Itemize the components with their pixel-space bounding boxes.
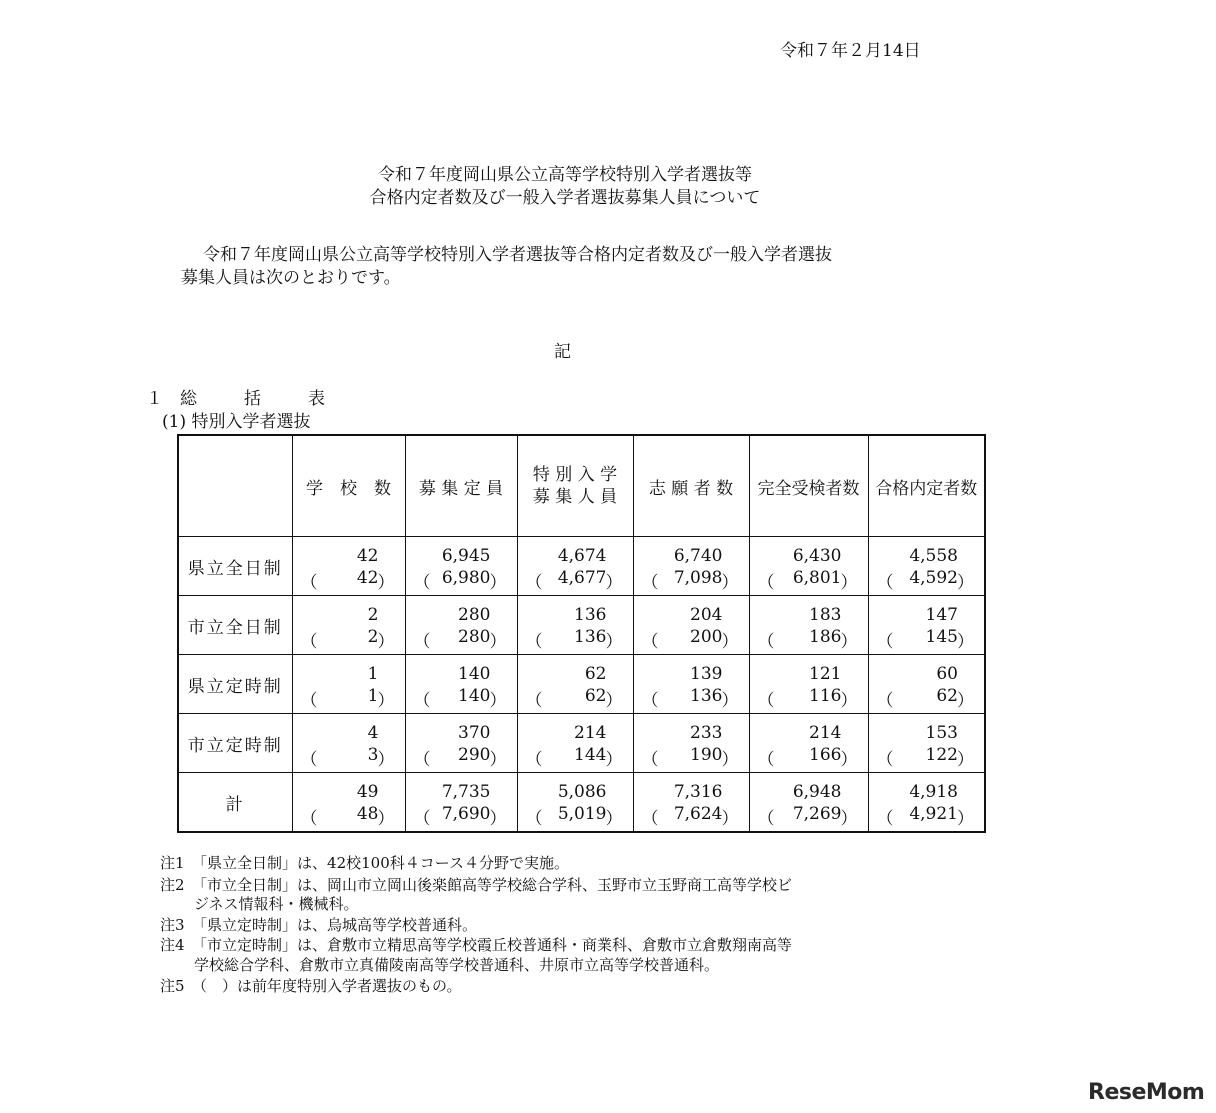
paren-close: ） bbox=[957, 691, 974, 711]
previous-value: 186 bbox=[809, 627, 842, 647]
paren-open: （ bbox=[300, 750, 318, 770]
section-char-2: 括 bbox=[244, 389, 261, 409]
previous-value: 122 bbox=[925, 745, 958, 765]
previous-value: 62 bbox=[936, 686, 958, 706]
table-cell bbox=[292, 537, 405, 596]
table-row bbox=[178, 537, 985, 596]
previous-value: 7,690 bbox=[441, 804, 491, 824]
subsection-heading: (1) 特別入学者選抜 bbox=[162, 412, 311, 432]
table-cell bbox=[517, 655, 633, 714]
table-cell bbox=[633, 655, 749, 714]
paren-open: （ bbox=[300, 691, 318, 711]
header-schools: 学 校 数 bbox=[292, 435, 405, 537]
paren-close: ） bbox=[721, 691, 739, 711]
section-number: １ bbox=[146, 389, 163, 409]
paren-open: （ bbox=[757, 632, 775, 652]
previous-value: 166 bbox=[809, 745, 842, 765]
paren-close: ） bbox=[605, 632, 623, 652]
paren-open: （ bbox=[876, 632, 894, 652]
table-body bbox=[178, 537, 985, 833]
current-value: 7,735 bbox=[441, 782, 491, 802]
previous-value: 190 bbox=[690, 745, 723, 765]
current-value: 6,430 bbox=[792, 546, 842, 566]
current-value: 6,948 bbox=[792, 782, 842, 802]
table-cell bbox=[633, 773, 749, 833]
ki-heading: 記 bbox=[554, 342, 571, 362]
paren-close: ） bbox=[377, 573, 395, 593]
paren-open: （ bbox=[413, 691, 431, 711]
paren-close: ） bbox=[377, 691, 395, 711]
previous-value: 200 bbox=[690, 627, 723, 647]
header-examinees: 完全受検者数 bbox=[749, 435, 868, 537]
previous-value: 280 bbox=[458, 627, 491, 647]
paren-open: （ bbox=[525, 573, 543, 593]
paren-open: （ bbox=[525, 809, 543, 829]
document-date: 令和７年２月14日 bbox=[780, 41, 921, 61]
current-value: 4,918 bbox=[909, 782, 958, 802]
table-cell bbox=[517, 537, 633, 596]
row-label: 市立全日制 bbox=[178, 596, 292, 655]
current-value: 214 bbox=[809, 723, 842, 743]
table-cell bbox=[633, 537, 749, 596]
resemom-watermark: ReseMom bbox=[1088, 1080, 1205, 1105]
header-special-line1: 特 別 入 学 bbox=[532, 465, 618, 485]
paren-close: ） bbox=[489, 809, 507, 829]
paren-open: （ bbox=[300, 573, 318, 593]
previous-value: 136 bbox=[574, 627, 607, 647]
paren-close: ） bbox=[721, 809, 739, 829]
previous-value: 7,098 bbox=[673, 568, 723, 588]
paren-open: （ bbox=[757, 573, 775, 593]
note-3: 注3 「県立定時制」は、烏城高等学校普通科。 bbox=[160, 916, 478, 934]
table-cell bbox=[405, 714, 517, 773]
table-row bbox=[178, 773, 985, 833]
table-cell bbox=[517, 714, 633, 773]
paren-close: ） bbox=[605, 809, 623, 829]
table-cell bbox=[517, 773, 633, 833]
paren-open: （ bbox=[525, 632, 543, 652]
paren-open: （ bbox=[525, 691, 543, 711]
table-cell bbox=[633, 596, 749, 655]
paren-open: （ bbox=[757, 750, 775, 770]
current-value: 370 bbox=[458, 723, 491, 743]
current-value: 4 bbox=[367, 723, 379, 743]
paren-open: （ bbox=[300, 809, 318, 829]
current-value: 204 bbox=[690, 605, 723, 625]
document-title-line2: 合格内定者数及び一般入学者選抜募集人員について bbox=[369, 188, 761, 208]
previous-value: 48 bbox=[356, 804, 379, 824]
header-capacity: 募 集 定 員 bbox=[405, 435, 517, 537]
table-cell bbox=[868, 773, 985, 833]
paren-open: （ bbox=[757, 809, 775, 829]
header-special-line2: 募 集 人 員 bbox=[532, 487, 618, 507]
table-cell bbox=[749, 655, 868, 714]
paren-close: ） bbox=[377, 750, 395, 770]
document-title-line1: 令和７年度岡山県公立高等学校特別入学者選抜等 bbox=[378, 165, 752, 185]
previous-value: 4,592 bbox=[909, 568, 958, 588]
current-value: 1 bbox=[367, 664, 379, 684]
previous-value: 140 bbox=[458, 686, 491, 706]
previous-value: 62 bbox=[584, 686, 607, 706]
table-cell bbox=[868, 714, 985, 773]
paren-open: （ bbox=[876, 691, 894, 711]
table-cell bbox=[749, 773, 868, 833]
paren-close: ） bbox=[957, 573, 974, 593]
current-value: 49 bbox=[356, 782, 379, 802]
header-applicants: 志 願 者 数 bbox=[633, 435, 749, 537]
paren-close: ） bbox=[377, 809, 395, 829]
paren-close: ） bbox=[605, 573, 623, 593]
table-cell bbox=[749, 714, 868, 773]
previous-value: 136 bbox=[690, 686, 723, 706]
paren-close: ） bbox=[840, 809, 858, 829]
current-value: 214 bbox=[574, 723, 607, 743]
paren-open: （ bbox=[413, 573, 431, 593]
note-4-line2: 学校総合学科、倉敷市立真備陵南高等学校普通科、井原市立高等学校普通科。 bbox=[194, 956, 720, 974]
paren-open: （ bbox=[876, 750, 894, 770]
paren-close: ） bbox=[840, 691, 858, 711]
current-value: 183 bbox=[809, 605, 842, 625]
paren-open: （ bbox=[413, 750, 431, 770]
table-cell bbox=[868, 596, 985, 655]
previous-value: 116 bbox=[809, 686, 842, 706]
previous-value: 3 bbox=[367, 745, 379, 765]
paren-close: ） bbox=[840, 632, 858, 652]
previous-value: 1 bbox=[367, 686, 379, 706]
previous-value: 6,980 bbox=[441, 568, 491, 588]
header-blank bbox=[178, 435, 292, 537]
paren-close: ） bbox=[377, 632, 395, 652]
paren-open: （ bbox=[876, 573, 894, 593]
current-value: 140 bbox=[458, 664, 491, 684]
note-5: 注5 （ ）は前年度特別入学者選抜のもの。 bbox=[160, 977, 462, 995]
paren-close: ） bbox=[721, 750, 739, 770]
table-cell bbox=[405, 596, 517, 655]
previous-value: 4,921 bbox=[909, 804, 958, 824]
paren-close: ） bbox=[721, 632, 739, 652]
section-char-1: 総 bbox=[180, 389, 197, 409]
paren-open: （ bbox=[413, 809, 431, 829]
table-cell bbox=[868, 655, 985, 714]
current-value: 4,558 bbox=[909, 546, 958, 566]
paren-open: （ bbox=[641, 632, 659, 652]
table-cell bbox=[633, 714, 749, 773]
paren-open: （ bbox=[413, 632, 431, 652]
current-value: 5,086 bbox=[557, 782, 607, 802]
previous-value: 144 bbox=[574, 745, 607, 765]
current-value: 147 bbox=[925, 605, 958, 625]
previous-value: 6,801 bbox=[792, 568, 842, 588]
paren-open: （ bbox=[641, 573, 659, 593]
previous-value: 4,677 bbox=[557, 568, 607, 588]
current-value: 2 bbox=[367, 605, 379, 625]
paren-close: ） bbox=[489, 632, 507, 652]
table-cell bbox=[292, 596, 405, 655]
paren-close: ） bbox=[957, 750, 974, 770]
current-value: 4,674 bbox=[557, 546, 607, 566]
row-label: 県立定時制 bbox=[178, 655, 292, 714]
row-label: 市立定時制 bbox=[178, 714, 292, 773]
current-value: 7,316 bbox=[673, 782, 723, 802]
previous-value: 7,624 bbox=[673, 804, 723, 824]
previous-value: 42 bbox=[356, 568, 379, 588]
table-row bbox=[178, 655, 985, 714]
current-value: 136 bbox=[574, 605, 607, 625]
paren-open: （ bbox=[876, 809, 894, 829]
table-cell bbox=[292, 773, 405, 833]
table-cell bbox=[749, 537, 868, 596]
previous-value: 2 bbox=[367, 627, 379, 647]
paren-open: （ bbox=[641, 691, 659, 711]
paren-close: ） bbox=[489, 750, 507, 770]
table-cell bbox=[405, 537, 517, 596]
table-row bbox=[178, 714, 985, 773]
paren-open: （ bbox=[757, 691, 775, 711]
row-label: 計 bbox=[178, 773, 292, 833]
intro-text-line1: 令和７年度岡山県公立高等学校特別入学者選抜等合格内定者数及び一般入学者選抜 bbox=[203, 245, 832, 265]
paren-open: （ bbox=[641, 750, 659, 770]
current-value: 6,945 bbox=[441, 546, 491, 566]
current-value: 62 bbox=[584, 664, 607, 684]
paren-close: ） bbox=[605, 691, 623, 711]
paren-open: （ bbox=[641, 809, 659, 829]
intro-text-line2: 募集人員は次のとおりです。 bbox=[181, 268, 401, 288]
note-4-line1: 注4 「市立定時制」は、倉敷市立精思高等学校霞丘校普通科・商業科、倉敷市立倉敷翔南高等 bbox=[160, 936, 793, 954]
paren-close: ） bbox=[840, 750, 858, 770]
current-value: 139 bbox=[690, 664, 723, 684]
table-row bbox=[178, 596, 985, 655]
previous-value: 7,269 bbox=[792, 804, 842, 824]
header-accepted: 合格内定者数 bbox=[868, 435, 985, 537]
note-2-line2: ジネス情報科・機械科。 bbox=[194, 895, 359, 913]
paren-close: ） bbox=[605, 750, 623, 770]
paren-close: ） bbox=[957, 809, 974, 829]
table-cell bbox=[517, 596, 633, 655]
paren-open: （ bbox=[300, 632, 318, 652]
section-heading bbox=[146, 384, 325, 409]
table-cell bbox=[749, 596, 868, 655]
previous-value: 5,019 bbox=[557, 804, 607, 824]
header-special-admission bbox=[517, 435, 633, 537]
table-header-row bbox=[178, 435, 985, 537]
current-value: 121 bbox=[809, 664, 842, 684]
current-value: 233 bbox=[690, 723, 723, 743]
section-char-3: 表 bbox=[308, 389, 325, 409]
table-cell bbox=[292, 714, 405, 773]
paren-close: ） bbox=[957, 632, 974, 652]
table-cell bbox=[405, 655, 517, 714]
table-cell bbox=[405, 773, 517, 833]
current-value: 280 bbox=[458, 605, 491, 625]
current-value: 6,740 bbox=[673, 546, 723, 566]
paren-close: ） bbox=[840, 573, 858, 593]
current-value: 42 bbox=[356, 546, 379, 566]
previous-value: 145 bbox=[925, 627, 958, 647]
current-value: 60 bbox=[936, 664, 958, 684]
summary-table bbox=[177, 434, 986, 833]
paren-close: ） bbox=[721, 573, 739, 593]
note-1: 注1 「県立全日制」は、42校100科４コース４分野で実施。 bbox=[160, 854, 570, 872]
paren-close: ） bbox=[489, 691, 507, 711]
note-2-line1: 注2 「市立全日制」は、岡山市立岡山後楽館高等学校総合学科、玉野市立玉野商工高等学校ビ bbox=[160, 876, 793, 894]
table-cell bbox=[868, 537, 985, 596]
previous-value: 290 bbox=[458, 745, 491, 765]
row-label: 県立全日制 bbox=[178, 537, 292, 596]
current-value: 153 bbox=[925, 723, 958, 743]
table-cell bbox=[292, 655, 405, 714]
paren-open: （ bbox=[525, 750, 543, 770]
paren-close: ） bbox=[489, 573, 507, 593]
